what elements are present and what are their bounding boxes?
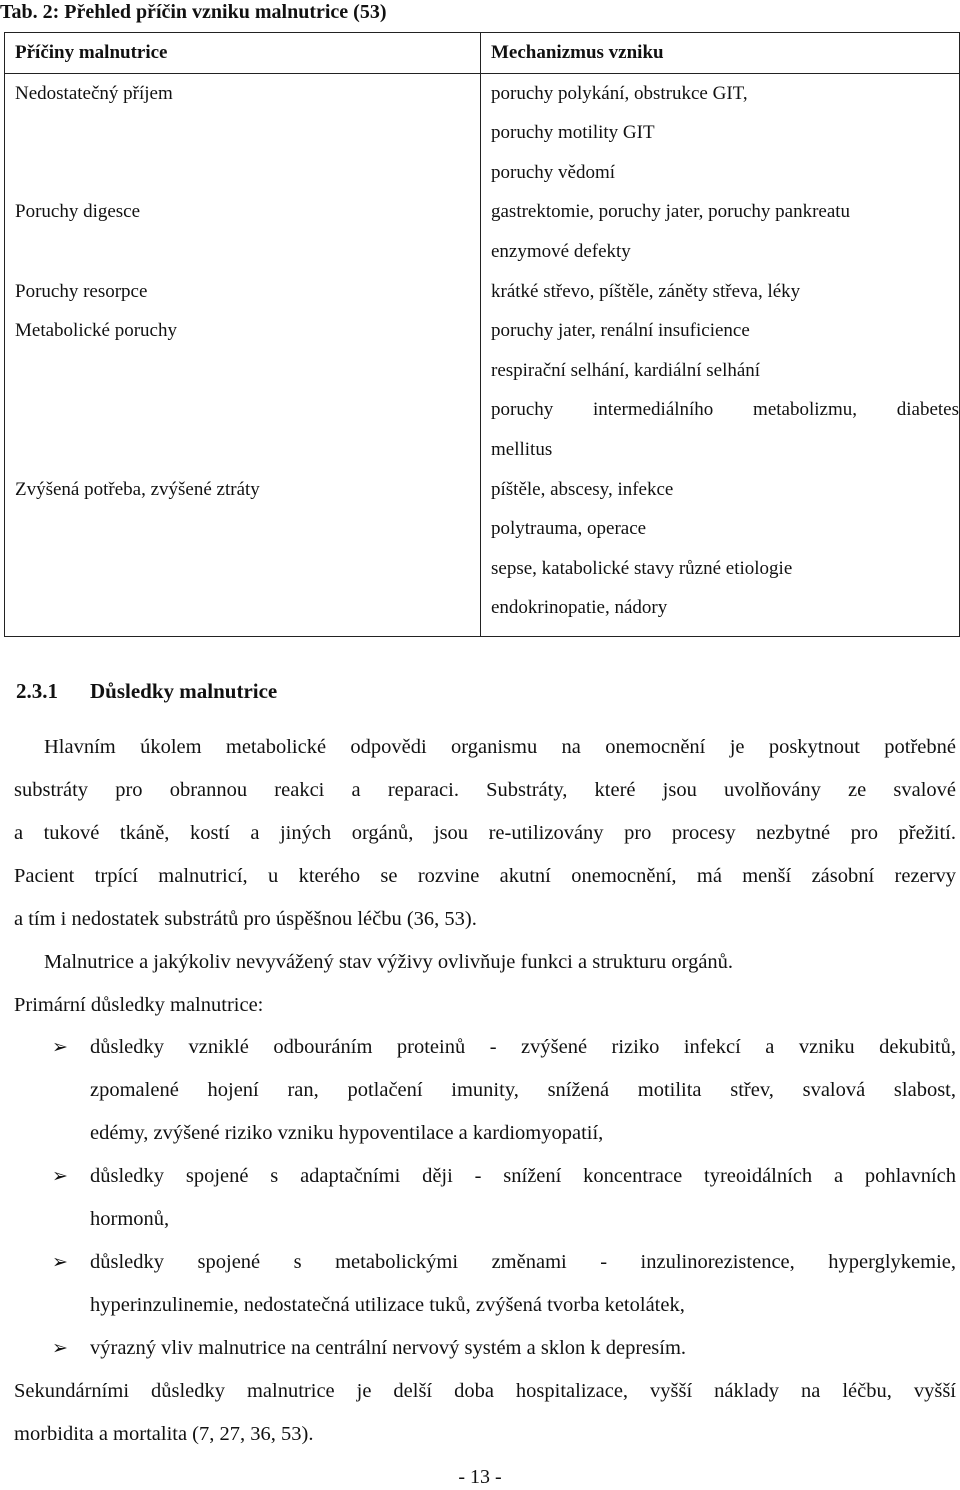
mechanism-line: píštěle, abscesy, infekce	[491, 478, 674, 500]
cause-cell: Nedostatečný příjem	[5, 73, 481, 192]
mechanism-line: respirační selhání, kardiální selhání	[491, 359, 761, 381]
consequences-list	[14, 1026, 956, 1370]
mechanism-line: poruchy vědomí	[491, 161, 616, 183]
text-line: Sekundárními důsledky malnutrice je delší doba hospitalizace, vyšší náklady na léčbu, vyšší	[14, 1380, 956, 1402]
section-number: 2.3.1	[16, 679, 58, 703]
arrow-right-icon: ➢	[52, 1165, 68, 1187]
table-row	[5, 311, 960, 469]
mechanism-line: enzymové defekty	[491, 240, 631, 262]
page-number: - 13 -	[458, 1466, 502, 1488]
mechanism-line: poruchy motility GIT	[491, 122, 655, 144]
text-line: morbidita a mortalita (7, 27, 36, 53).	[14, 1423, 314, 1445]
text-line: a tím i nedostatek substrátů pro úspěšnou léčbu (36, 53).	[14, 908, 477, 930]
list-item	[14, 1241, 956, 1327]
paragraph-main	[14, 726, 956, 1027]
mechanism-line: poruchy jater, renální insuficience	[491, 320, 750, 342]
mechanism-cell	[481, 272, 960, 312]
text-line: důsledky spojené s metabolickými změnami - inzulinorezistence, hyperglykemie,	[90, 1251, 956, 1273]
text-line: substráty pro obrannou reakci a reparaci. Substráty, které jsou uvolňovány ze svalové	[14, 779, 956, 801]
text-line: důsledky vzniklé odbouráním proteinů - zvýšené riziko infekcí a vzniku dekubitů,	[90, 1036, 956, 1058]
text-line: Primární důsledky malnutrice:	[14, 994, 264, 1016]
arrow-right-icon: ➢	[52, 1337, 68, 1359]
mechanism-cell	[481, 192, 960, 271]
text-line: zpomalené hojení ran, potlačení imunity, snížená motilita střev, svalová slabost,	[90, 1079, 956, 1101]
arrow-right-icon: ➢	[52, 1251, 68, 1273]
list-item	[14, 1026, 956, 1155]
cause-cell: Poruchy digesce	[5, 192, 481, 271]
paragraph-secondary	[14, 1370, 956, 1456]
list-item	[14, 1327, 956, 1370]
cause-cell: Metabolické poruchy	[5, 311, 481, 469]
mechanism-line: sepse, katabolické stavy různé etiologie	[491, 557, 793, 579]
header-mechanism: Mechanizmus vzniku	[481, 33, 960, 74]
text-line: hormonů,	[90, 1208, 170, 1230]
arrow-right-icon: ➢	[52, 1036, 68, 1058]
table-row	[5, 73, 960, 192]
mechanism-line: krátké střevo, píštěle, záněty střeva, léky	[491, 280, 801, 302]
text-line: Hlavním úkolem metabolické odpovědi organismu na onemocnění je poskytnout potřebné	[44, 736, 956, 758]
text-line: hyperinzulinemie, nedostatečná utilizace tuků, zvýšená tvorba ketolátek,	[90, 1294, 685, 1316]
mechanism-line: polytrauma, operace	[491, 518, 647, 540]
text-line: Malnutrice a jakýkoliv nevyvážený stav výživy ovlivňuje funkci a strukturu orgánů.	[44, 951, 734, 973]
mechanism-cell	[481, 73, 960, 192]
mechanism-line: poruchy polykání, obstrukce GIT,	[491, 82, 748, 104]
section-heading	[16, 677, 277, 705]
table-row	[5, 192, 960, 271]
causes-table	[4, 32, 960, 637]
header-causes: Příčiny malnutrice	[5, 33, 481, 74]
table-row	[5, 470, 960, 637]
cause-cell: Zvýšená potřeba, zvýšené ztráty	[5, 470, 481, 637]
mechanism-line: endokrinopatie, nádory	[491, 597, 668, 619]
text-line: důsledky spojené s adaptačními ději - snížení koncentrace tyreoidálních a pohlavních	[90, 1165, 956, 1187]
mechanism-line: poruchy intermediálního metabolizmu, diabetes	[491, 399, 959, 421]
mechanism-line: mellitus	[491, 438, 553, 460]
text-line: a tukové tkáně, kostí a jiných orgánů, jsou re-utilizovány pro procesy nezbytné pro přežití.	[14, 822, 956, 844]
text-line: Pacient trpící malnutricí, u kterého se rozvine akutní onemocnění, má menší zásobní rezervy	[14, 865, 956, 887]
table-row	[5, 272, 960, 312]
list-item	[14, 1155, 956, 1241]
table-caption: Tab. 2: Přehled příčin vzniku malnutrice (53)	[0, 1, 387, 23]
text-line: edémy, zvýšené riziko vzniku hypoventilace a kardiomyopatií,	[90, 1122, 604, 1144]
section-title: Důsledky malnutrice	[90, 679, 278, 703]
text-line: výrazný vliv malnutrice na centrální nervový systém a sklon k depresím.	[90, 1337, 687, 1359]
cause-cell: Poruchy resorpce	[5, 272, 481, 312]
mechanism-cell	[481, 470, 960, 637]
mechanism-cell	[481, 311, 960, 469]
table-header-row	[5, 33, 960, 74]
mechanism-line: gastrektomie, poruchy jater, poruchy pankreatu	[491, 201, 851, 223]
